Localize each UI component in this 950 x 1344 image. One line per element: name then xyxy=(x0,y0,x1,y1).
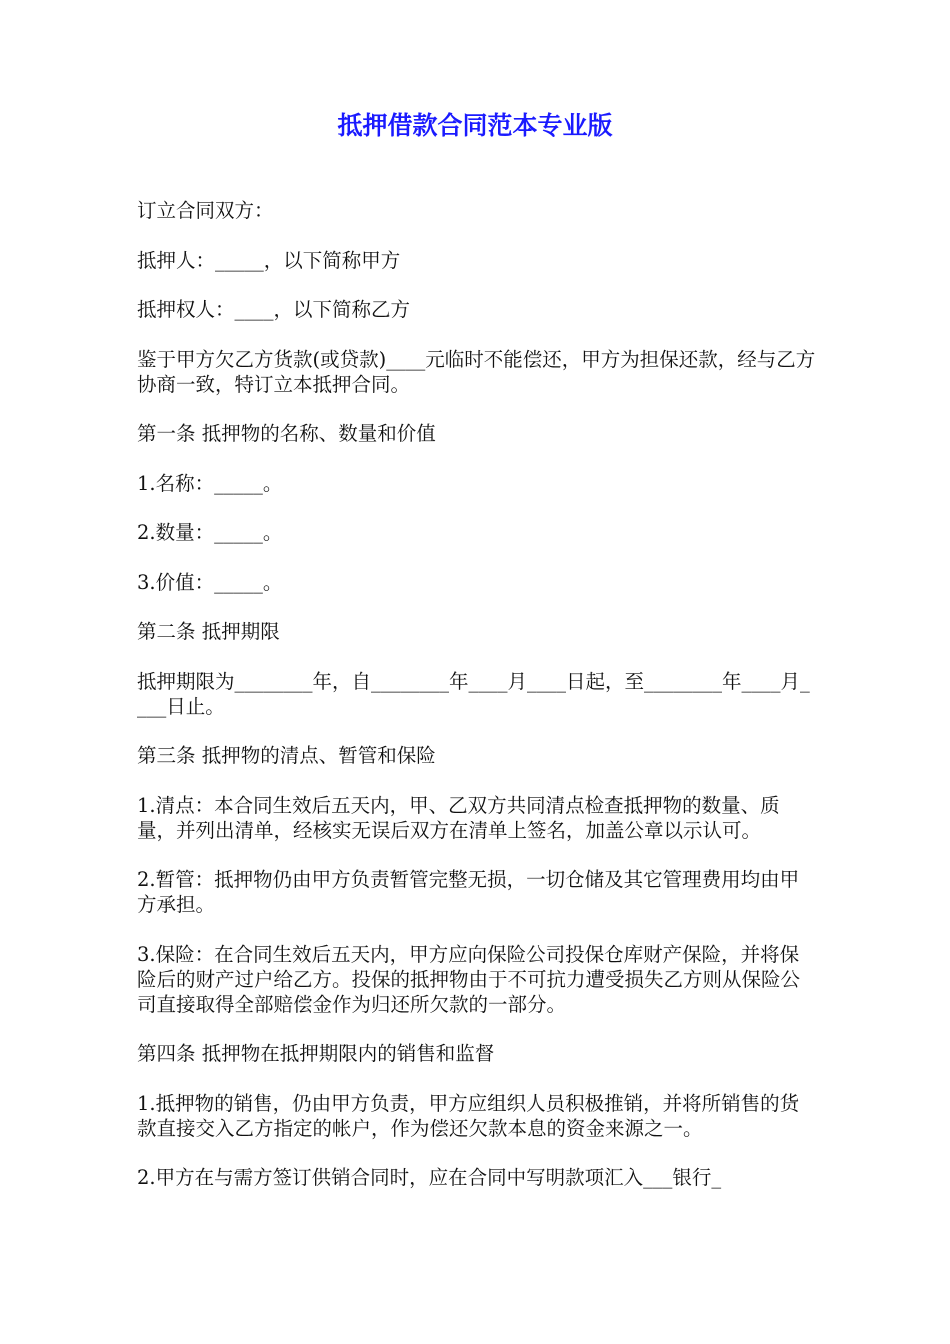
article-1-heading: 第一条 抵押物的名称、数量和价值 xyxy=(137,422,436,445)
document-title: 抵押借款合同范本专业版 xyxy=(337,111,613,140)
article-2-heading: 第二条 抵押期限 xyxy=(137,620,280,643)
article-1-item-value: 3.价值：_____。 xyxy=(137,570,283,594)
article-3-item-inventory: 1.清点：本合同生效后五天内，甲、乙双方共同清点检查抵押物的数量、质量，并列出清单，经核实无误后双方在清单上签名，加盖公章以示认可。 xyxy=(137,793,780,842)
paragraph-mortgagee: 抵押权人：____，以下简称乙方 xyxy=(137,298,411,321)
article-4-item-sales: 1.抵押物的销售，仍由甲方负责，甲方应组织人员积极推销，并将所销售的货款直接交入乙方指定的帐户，作为偿还欠款本息的资金来源之一。 xyxy=(137,1091,800,1140)
article-2-term: 抵押期限为________年，自________年____月____日起，至________年____月____日止。 xyxy=(137,669,810,718)
paragraph-mortgagor: 抵押人：_____，以下简称甲方 xyxy=(137,248,401,272)
article-3-heading: 第三条 抵押物的清点、暂管和保险 xyxy=(137,744,436,767)
article-1-item-quantity: 2.数量：_____。 xyxy=(137,521,283,544)
article-3-item-insurance: 3.保险：在合同生效后五天内，甲方应向保险公司投保仓库财产保险，并将保险后的财产过户给乙方。投保的抵押物由于不可抗力遭受损失乙方则从保险公司直接取得全部赔偿金作为归还所欠款的一部分。 xyxy=(137,942,801,1016)
document-body xyxy=(137,198,817,1215)
article-4-heading: 第四条 抵押物在抵押期限内的销售和监督 xyxy=(137,1042,495,1065)
paragraph-parties: 订立合同双方： xyxy=(137,199,274,222)
article-1-item-name: 1.名称：_____。 xyxy=(137,471,283,495)
article-3-item-custody: 2.暂管：抵押物仍由甲方负责暂管完整无损，一切仓储及其它管理费用均由甲方承担。 xyxy=(137,868,800,916)
paragraph-preamble: 鉴于甲方欠乙方货款(或贷款)____元临时不能偿还，甲方为担保还款，经与乙方协商一致，特订立本抵押合同。 xyxy=(137,347,816,396)
article-4-item-contract: 2.甲方在与需方签订供销合同时，应在合同中写明款项汇入___银行_ xyxy=(137,1166,722,1189)
